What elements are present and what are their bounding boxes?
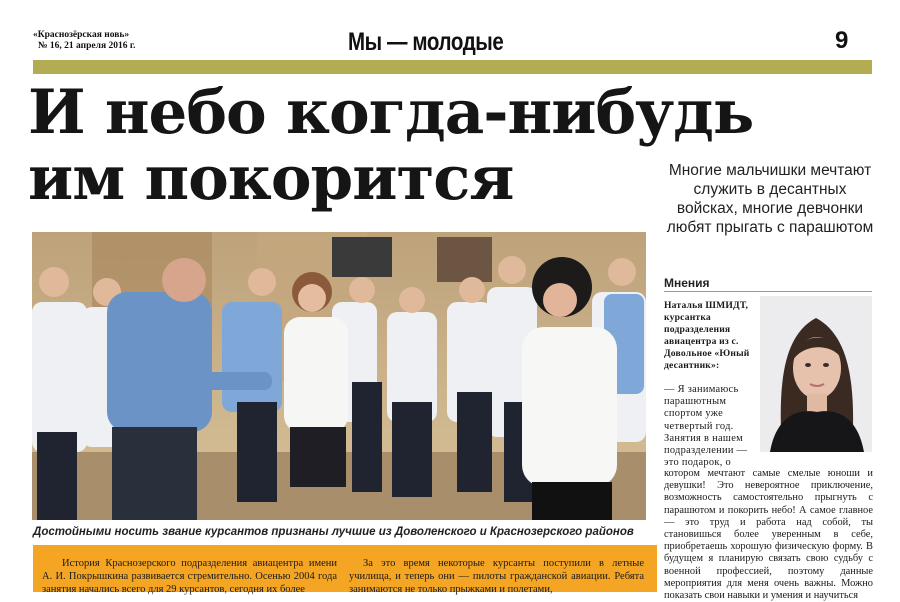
opinions-divider: [664, 291, 872, 292]
article-body-column-1: История Краснозерского подразделения авиацентра имени А. И. Покрышкина развивается стремительно. Осенью 2004 года занятия начались всего для 29 курсантов, сегодня их более: [42, 558, 337, 595]
opinions-label: Мнения: [664, 276, 710, 290]
page-number: 9: [835, 27, 849, 54]
portrait-photo: [760, 296, 872, 452]
photo-illustration: [32, 232, 646, 520]
opinion-author: Наталья ШМИДТ, курсантка подразделения авиацентра из с. Довольное «Юный десантник»:: [664, 300, 750, 371]
headline-line-1: И небо когда-нибудь: [28, 77, 754, 148]
masthead-paper-name: «Краснозёрская новь»: [33, 30, 130, 40]
opinion-quote-continued: котором мечтают самые смелые юноши и девушки! Это невероятное приключение, возможность самостоятельно прыгнуть с парашютом и покорить небо! А самое главное — это труд и работа над собой, ты становишься более уверенным в себе, приобретаешь хорошую физическую форму. В будущем я планирую связать свою судьбу с военной профессией, поэтому данные мероприятия для меня очень важны. Можно показать свои навыки и умения и научиться: [664, 468, 873, 602]
opinion-quote-start: — Я занимаюсь парашютным спортом уже четвертый год. Занятия в нашем подразделении — это подарок, о: [664, 384, 748, 469]
photo-caption: Достойными носить звание курсантов признаны лучшие из Доволенского и Краснозерского районов: [33, 524, 634, 538]
standfirst: Многие мальчишки мечтают служить в десантных войсках, многие девчонки любят прыгать с парашютом: [666, 162, 874, 236]
portrait-illustration: [760, 296, 872, 452]
headline-line-2: им покорится: [28, 143, 514, 214]
masthead-issue: № 16, 21 апреля 2016 г.: [38, 41, 136, 51]
header-band: [33, 60, 872, 74]
article-photo: [32, 232, 646, 520]
rubric-title: Мы — молодые: [348, 28, 504, 56]
article-body-column-2: За это время некоторые курсанты поступили в летные училища, и теперь они — пилоты гражданской авиации. Ребята занимаются не только прыжками и полетами,: [349, 558, 644, 595]
